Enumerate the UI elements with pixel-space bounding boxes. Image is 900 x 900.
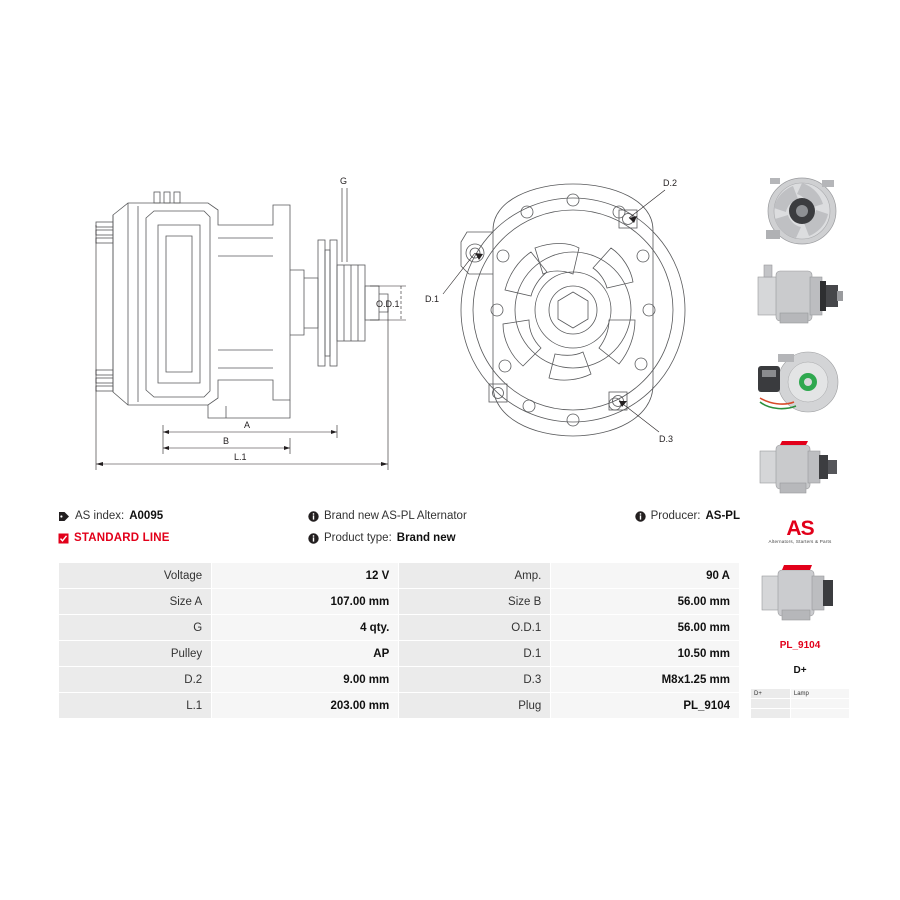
standard-line-label: STANDARD LINE (74, 532, 170, 544)
terminal-value: Lamp (790, 689, 849, 699)
specification-table (58, 562, 740, 719)
description-cell (308, 510, 608, 522)
label-b: B (223, 436, 230, 446)
alternator-side-view-drawing (58, 170, 418, 500)
spec-value: PL_9104 (551, 693, 740, 719)
label-l1: L.1 (234, 452, 247, 462)
info-icon (635, 511, 646, 522)
drawing-area (58, 170, 738, 500)
terminal-mini-table (750, 688, 850, 719)
spec-key: Pulley (59, 641, 212, 667)
spec-value: 56.00 mm (551, 615, 740, 641)
spec-value: AP (212, 641, 399, 667)
brand-tagline: Alternators, Starters & Parts (768, 538, 832, 544)
spec-value: 12 V (212, 563, 399, 589)
standard-line-cell (58, 532, 308, 544)
product-photo-strip (750, 170, 850, 719)
product-photo-angled[interactable] (750, 425, 850, 507)
brand-name: AS (786, 516, 814, 540)
spec-value: 90 A (551, 563, 740, 589)
product-photo-internal[interactable] (750, 340, 850, 422)
table-row (59, 563, 740, 589)
spec-value: 107.00 mm (212, 589, 399, 615)
as-pl-logo (750, 510, 850, 552)
spec-value: M8x1.25 mm (551, 667, 740, 693)
table-row (59, 693, 740, 719)
tag-icon (58, 511, 70, 522)
producer-label: Producer: (650, 510, 701, 522)
label-a: A (244, 420, 251, 430)
terminal-key-empty (751, 699, 791, 709)
table-row (59, 589, 740, 615)
info-icon (308, 533, 319, 544)
spec-key: Voltage (59, 563, 212, 589)
product-photo-plug[interactable] (750, 552, 850, 634)
label-d2: D.2 (663, 178, 678, 188)
spec-key: D.1 (399, 641, 551, 667)
spec-key: D.2 (59, 667, 212, 693)
table-row (59, 615, 740, 641)
spec-key: O.D.1 (399, 615, 551, 641)
alternator-front-view-drawing (423, 170, 723, 500)
spec-value: 203.00 mm (212, 693, 399, 719)
label-d1: D.1 (425, 294, 440, 304)
spec-key: Size A (59, 589, 212, 615)
description-label: Brand new AS-PL Alternator (324, 510, 467, 522)
producer-cell (608, 510, 740, 522)
technical-drawings (58, 170, 738, 500)
terminal-value-empty (790, 709, 849, 719)
spec-key: Amp. (399, 563, 551, 589)
spec-value: 10.50 mm (551, 641, 740, 667)
table-row (751, 709, 850, 719)
spec-value: 56.00 mm (551, 589, 740, 615)
check-square-icon (58, 533, 69, 544)
plug-code-label: PL_9104 (779, 640, 821, 651)
producer-value: AS-PL (705, 510, 740, 522)
table-row (59, 641, 740, 667)
as-index-value: A0095 (129, 510, 164, 522)
label-g: G (340, 176, 348, 186)
table-row (751, 699, 850, 709)
label-d3: D.3 (659, 434, 674, 444)
specification-table-body (59, 563, 740, 719)
label-od1: O.D.1 (376, 299, 400, 309)
spec-key: G (59, 615, 212, 641)
spec-key: Size B (399, 589, 551, 615)
spec-key: Plug (399, 693, 551, 719)
table-row (59, 667, 740, 693)
spec-value: 4 qty. (212, 615, 399, 641)
terminal-key: D+ (751, 689, 791, 699)
spec-key: D.3 (399, 667, 551, 693)
product-photo-front[interactable] (750, 170, 850, 252)
as-index-label: AS index: (75, 510, 125, 522)
info-row-index (58, 505, 740, 527)
as-index-cell (58, 510, 308, 522)
terminal-value-empty (790, 699, 849, 709)
spec-key: L.1 (59, 693, 212, 719)
table-row (751, 689, 850, 699)
product-photo-side[interactable] (750, 255, 850, 337)
product-type-label: Product type: (324, 532, 392, 544)
product-type-value: Brand new (396, 532, 456, 544)
info-row-line (58, 527, 740, 549)
spec-value: 9.00 mm (212, 667, 399, 693)
product-info-block (58, 505, 740, 549)
product-type-cell (308, 532, 608, 544)
info-icon (308, 511, 319, 522)
terminal-key-empty (751, 709, 791, 719)
terminal-label: D+ (793, 665, 807, 676)
